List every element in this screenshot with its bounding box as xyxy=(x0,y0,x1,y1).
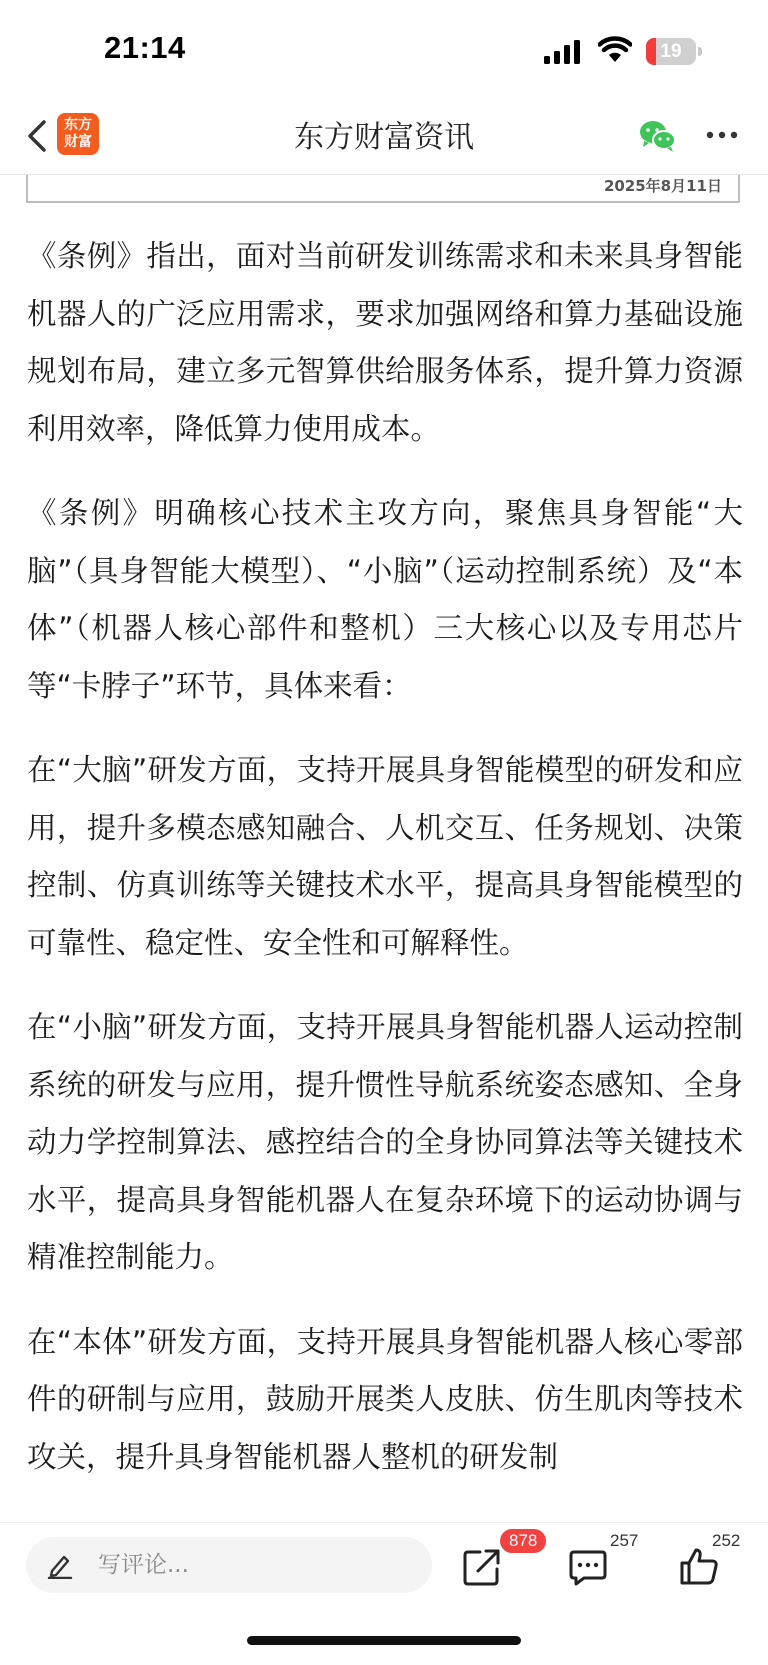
app-logo xyxy=(57,113,99,155)
article-paragraph: 《条例》指出，面对当前研发训练需求和未来具身智能机器人的广泛应用需求，要求加强网络和算力基础设施规划布局，建立多元智算供给服务体系，提升算力资源利用效率，降低算力使用成本。 xyxy=(27,239,743,446)
comment-input[interactable] xyxy=(26,1537,432,1593)
more-icon[interactable] xyxy=(704,120,740,150)
battery-indicator xyxy=(646,38,702,65)
article-paragraph: 《条例》明确核心技术主攻方向，聚焦具身智能“大脑”（具身智能大模型）、“小脑”（运动控制系统）及“本体”（机器人核心部件和整机）三大核心以及专用芯片等“卡脖子”环节，具体来看： xyxy=(27,496,743,703)
comment-icon[interactable] xyxy=(568,1547,608,1587)
cellular-signal-icon xyxy=(544,40,584,64)
battery-body xyxy=(646,38,696,65)
comment-placeholder: 写评论... xyxy=(98,1552,189,1578)
wifi-icon xyxy=(598,36,632,64)
nav-header xyxy=(0,100,768,175)
article-paragraph: 在“大脑”研发方面，支持开展具身智能模型的研发和应用，提升多模态感知融合、人机交互、任务规划、决策控制、仿真训练等关键技术水平，提高具身智能模型的可靠性、稳定性、安全性和可解释性。 xyxy=(27,753,743,960)
pen-icon xyxy=(46,1551,74,1579)
battery-level: 19 xyxy=(660,41,682,62)
article-paragraph: 在“本体”研发方面，支持开展具身智能机器人核心零部件的研制与应用，鼓励开展类人皮肤、仿生肌肉等技术攻关，提升具身智能机器人整机的研发制 xyxy=(27,1324,743,1474)
image-date-text: 2025年8月11日 xyxy=(603,177,722,195)
battery-cap xyxy=(698,47,702,56)
thumbs-up-icon[interactable] xyxy=(678,1545,720,1587)
status-time: 21:14 xyxy=(104,30,186,65)
home-indicator[interactable] xyxy=(247,1636,521,1645)
page-title: 东方财富资讯 xyxy=(294,120,474,155)
wechat-icon[interactable] xyxy=(638,116,678,156)
article-paragraph: 在“小脑”研发方面，支持开展具身智能机器人运动控制系统的研发与应用，提升惯性导航系统姿态感知、全身动力学控制算法、感控结合的全身协同算法等关键技术水平，提高具身智能机器人在复杂环境下的运动协调与精准控制能力。 xyxy=(27,1010,743,1274)
status-bar xyxy=(0,0,768,100)
share-icon[interactable] xyxy=(462,1547,502,1587)
chevron-left-icon[interactable] xyxy=(20,114,56,158)
share-count-badge: 878 xyxy=(500,1529,546,1553)
like-count: 252 xyxy=(712,1531,741,1550)
logo-text-line1: 东方 xyxy=(64,117,92,133)
embedded-image-fragment xyxy=(26,175,740,203)
article-body xyxy=(27,228,743,1518)
logo-text-line2: 财富 xyxy=(64,134,92,150)
comment-count: 257 xyxy=(610,1531,639,1550)
